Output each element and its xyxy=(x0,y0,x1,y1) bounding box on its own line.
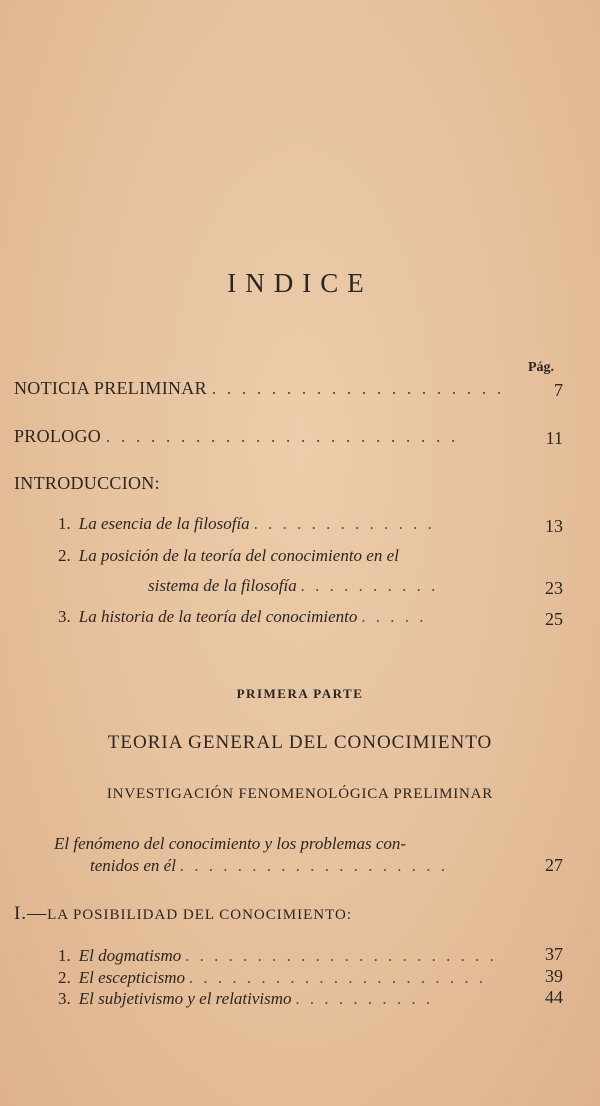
section-prefix: I.— xyxy=(14,903,48,924)
toc-page-number: 25 xyxy=(545,609,563,629)
toc-subentry-index: 1. xyxy=(58,514,71,533)
toc-subentry-text: La historia de la teoría del conocimiento xyxy=(78,607,358,626)
toc-entry-prologo xyxy=(14,426,458,447)
toc-entry-introduccion: INTRODUCCION: xyxy=(14,473,160,493)
section-label: LA POSIBILIDAD DEL CONOCIMIENTO: xyxy=(47,907,352,923)
toc-page-number: 7 xyxy=(554,380,563,400)
toc-leader-dots: . . . . . . . . . . xyxy=(301,576,439,595)
part-label: PRIMERA PARTE xyxy=(236,686,364,701)
toc-subentry-index: 3. xyxy=(58,607,71,626)
toc-entry-label: PROLOGO xyxy=(14,426,102,446)
toc-subentry-index: 2. xyxy=(58,968,71,987)
toc-leader-dots: . . . . . . . . . . . . . . . . . . . . . xyxy=(189,968,487,987)
toc-page-number: 37 xyxy=(545,944,563,964)
toc-page-number: 44 xyxy=(545,987,563,1007)
toc-subentry-text: El escepticismo xyxy=(78,968,185,987)
toc-subentry-index: 1. xyxy=(58,946,71,965)
toc-entry-label: NOTICIA PRELIMINAR xyxy=(14,378,207,398)
toc-leader-dots: . . . . . . . . . . . . . . . . . . . . . . . . xyxy=(105,426,459,446)
toc-subentry xyxy=(58,546,399,566)
toc-subentry-index: 3. xyxy=(58,989,71,1008)
toc-page-number: 39 xyxy=(545,966,563,986)
part-subtitle: INVESTIGACIÓN FENOMENOLÓGICA PRELIMINAR xyxy=(106,786,494,802)
toc-subentry-text: tenidos en él xyxy=(90,856,176,875)
page-title: INDICE xyxy=(227,268,373,298)
toc-page-number: 11 xyxy=(545,428,563,448)
toc-subentry-text: sistema de la filosofía xyxy=(148,576,297,595)
part-title: TEORIA GENERAL DEL CONOCIMIENTO xyxy=(107,732,493,753)
toc-subentry-continuation xyxy=(148,576,439,596)
page-column-header: Pág. xyxy=(528,360,555,375)
toc-entry-fenomeno-continuation xyxy=(90,856,448,876)
toc-subentry-text: El subjetivismo y el relativismo xyxy=(78,989,292,1008)
toc-subentry-text: La posición de la teoría del conocimiento en el xyxy=(78,546,399,565)
toc-page-number: 23 xyxy=(545,578,563,598)
toc-subentry-text: La esencia de la filosofía xyxy=(78,514,250,533)
toc-leader-dots: . . . . . . . . . . . . . . . . . . . . . . xyxy=(185,946,498,965)
toc-subentry xyxy=(58,989,434,1009)
toc-page-number: 27 xyxy=(545,855,563,875)
toc-leader-dots: . . . . . . . . . . . . . . . . . . . . xyxy=(211,378,505,398)
toc-subentry xyxy=(58,968,486,988)
toc-subentry xyxy=(58,946,497,966)
toc-entry-fenomeno: El fenómeno del conocimiento y los problemas con- xyxy=(54,834,407,853)
toc-leader-dots: . . . . . . . . . . xyxy=(295,989,434,1008)
toc-entry-noticia xyxy=(14,378,504,399)
toc-leader-dots: . . . . . . . . . . . . . xyxy=(253,514,436,533)
toc-section-heading xyxy=(14,903,352,925)
toc-leader-dots: . . . . . xyxy=(361,607,427,626)
toc-leader-dots: . . . . . . . . . . . . . . . . . . . xyxy=(180,856,449,875)
toc-page-number: 13 xyxy=(545,516,563,536)
toc-subentry xyxy=(58,607,427,627)
toc-subentry-text: El dogmatismo xyxy=(78,946,182,965)
toc-subentry xyxy=(58,514,435,534)
toc-subentry-index: 2. xyxy=(58,546,71,565)
